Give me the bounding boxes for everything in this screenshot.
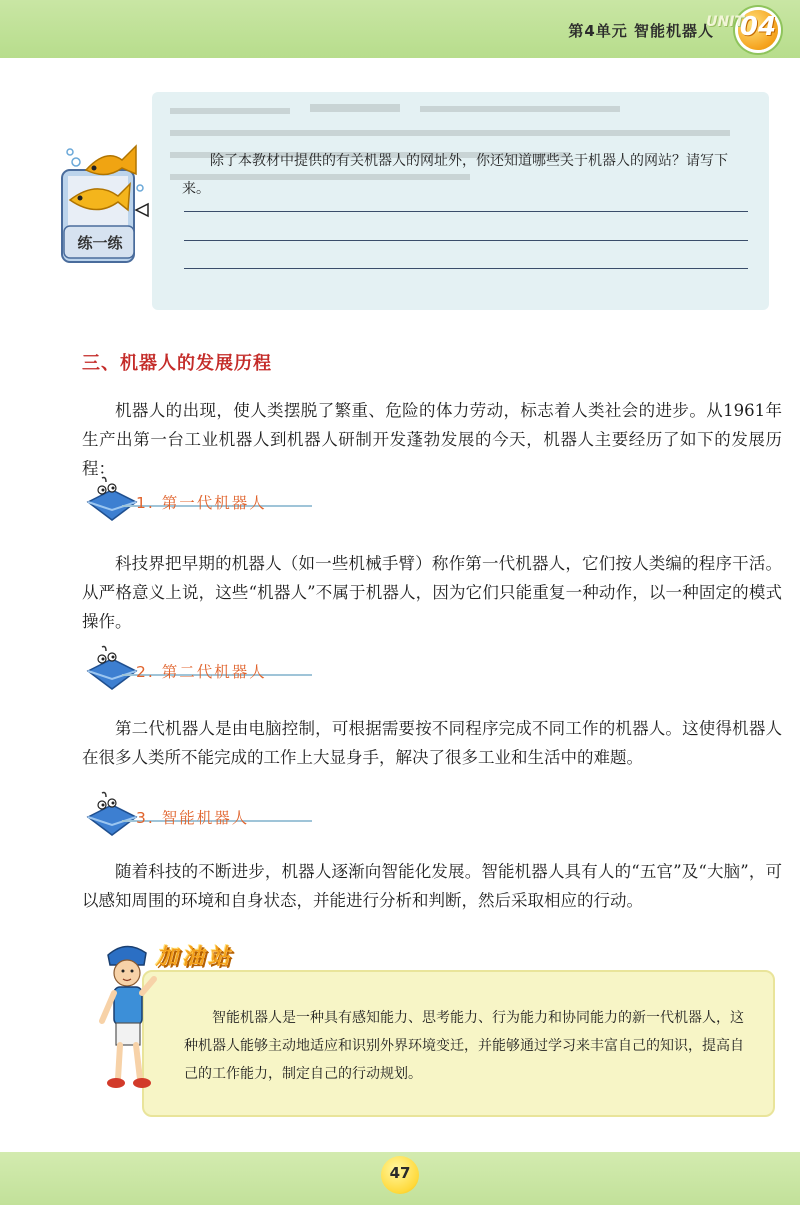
answer-line[interactable] bbox=[184, 268, 748, 269]
tip-title: 加油站 bbox=[156, 945, 235, 970]
gen2-text: 第二代机器人是由电脑控制，可根据需要按不同程序完成不同工作的机器人。这使得机器人在很多人类所不能完成的工作上大显身手，解决了很多工业和生活中的难题。 bbox=[82, 719, 782, 767]
section-title: 三、机器人的发展历程 bbox=[82, 353, 272, 374]
robot-mascot-icon bbox=[82, 645, 138, 693]
subheading-gen2 bbox=[82, 645, 322, 695]
subheading-gen3 bbox=[82, 791, 322, 841]
robot-mascot-icon bbox=[82, 791, 138, 839]
answer-line[interactable] bbox=[184, 211, 748, 212]
subheading-text: 3. 智能机器人 bbox=[136, 809, 250, 827]
practice-label: 练一练 bbox=[77, 234, 123, 252]
unit-number: 04 bbox=[739, 12, 777, 42]
subheading-gen1 bbox=[82, 476, 322, 526]
section-intro: 机器人的出现，使人类摆脱了繁重、危险的体力劳动，标志着人类社会的进步。从1961年生产出第一台工业机器人到机器人研制开发蓬勃发展的今天，机器人主要经历了如下的发展历程： bbox=[82, 401, 782, 478]
boy-mascot-illustration bbox=[90, 935, 164, 1095]
tip-text: 智能机器人是一种具有感知能力、思考能力、行为能力和协同能力的新一代机器人，这种机器人能够主动地适应和识别外界环境变迁，并能够通过学习来丰富自己的知识，提高自己的工作能力，制定自己的行动规划。 bbox=[184, 1010, 744, 1082]
gen3-text: 随着科技的不断进步，机器人逐渐向智能化发展。智能机器人具有人的“五官”及“大脑”，可以感知周围的环境和自身状态，并能进行分析和判断，然后采取相应的行动。 bbox=[82, 862, 782, 910]
answer-line[interactable] bbox=[184, 240, 748, 241]
practice-question: 除了本教材中提供的有关机器人的网址外，你还知道哪些关于机器人的网站？请写下来。 bbox=[182, 153, 728, 197]
gen1-text: 科技界把早期的机器人（如一些机械手臂）称作第一代机器人，它们按人类编的程序干活。从严格意义上说，这些“机器人”不属于机器人，因为它们只能重复一种动作，以一种固定的模式操作。 bbox=[82, 554, 782, 631]
subheading-text: 2. 第二代机器人 bbox=[136, 663, 267, 681]
chapter-title: 第4单元 智能机器人 bbox=[568, 22, 714, 40]
robot-mascot-icon bbox=[82, 476, 138, 524]
unit-word: UNIT bbox=[706, 14, 744, 30]
subheading-text: 1. 第一代机器人 bbox=[136, 494, 267, 512]
page-number: 47 bbox=[389, 1164, 411, 1182]
